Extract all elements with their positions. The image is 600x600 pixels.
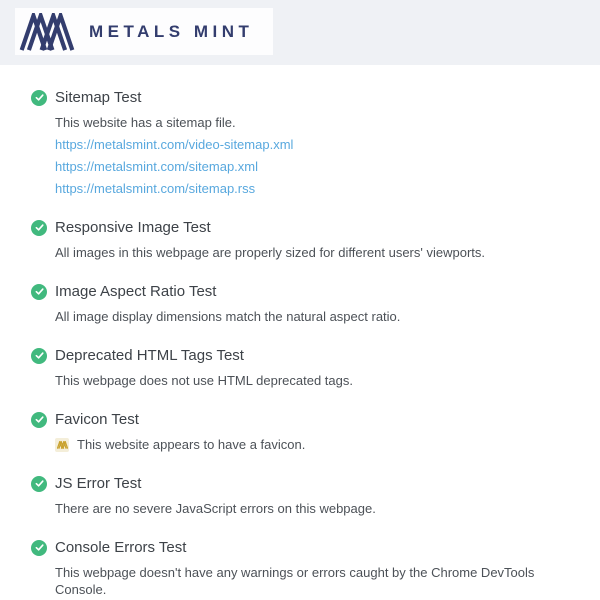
test-title-row <box>31 347 580 364</box>
test-title-row <box>31 411 580 428</box>
test-title: Favicon Test <box>55 411 139 428</box>
test-title-row <box>31 89 580 106</box>
test-title-row <box>31 475 580 492</box>
sitemap-link-rss[interactable]: https://metalsmint.com/sitemap.rss <box>55 181 256 196</box>
test-description: This webpage does not use HTML deprecated tags. <box>55 373 353 388</box>
test-description-text: This website appears to have a favicon. <box>77 437 306 452</box>
sitemap-link-xml[interactable]: https://metalsmint.com/sitemap.xml <box>55 159 258 174</box>
test-description <box>55 436 580 453</box>
test-js-error <box>31 475 580 517</box>
brand-logo <box>15 8 273 55</box>
test-image-aspect-ratio <box>31 283 580 325</box>
test-responsive-image <box>31 219 580 261</box>
test-title: Image Aspect Ratio Test <box>55 283 217 300</box>
pass-check-icon <box>31 540 47 556</box>
test-title: Responsive Image Test <box>55 219 211 236</box>
test-title: Sitemap Test <box>55 89 142 106</box>
test-description: This website has a sitemap file. <box>55 115 236 130</box>
test-title: JS Error Test <box>55 475 142 492</box>
site-header <box>0 0 600 65</box>
brand-name: METALS MINT <box>89 21 254 41</box>
test-description: This webpage doesn't have any warnings or errors caught by the Chrome DevTools Console. <box>55 565 535 597</box>
test-description: There are no severe JavaScript errors on this webpage. <box>55 501 376 516</box>
seo-test-report <box>0 65 600 598</box>
pass-check-icon <box>31 284 47 300</box>
sitemap-link-video-xml[interactable]: https://metalsmint.com/video-sitemap.xml <box>55 137 294 152</box>
test-description: All image display dimensions match the natural aspect ratio. <box>55 309 401 324</box>
pass-check-icon <box>31 476 47 492</box>
test-sitemap <box>31 89 580 197</box>
test-title-row <box>31 219 580 236</box>
test-favicon <box>31 411 580 453</box>
pass-check-icon <box>31 348 47 364</box>
test-deprecated-html-tags <box>31 347 580 389</box>
test-console-errors <box>31 539 580 598</box>
metals-mint-logo-icon <box>19 13 75 51</box>
site-favicon-icon <box>55 438 69 452</box>
pass-check-icon <box>31 220 47 236</box>
test-title-row <box>31 539 580 556</box>
test-title: Console Errors Test <box>55 539 187 556</box>
pass-check-icon <box>31 90 47 106</box>
test-title-row <box>31 283 580 300</box>
test-description: All images in this webpage are properly sized for different users' viewports. <box>55 245 486 260</box>
test-title: Deprecated HTML Tags Test <box>55 347 244 364</box>
pass-check-icon <box>31 412 47 428</box>
